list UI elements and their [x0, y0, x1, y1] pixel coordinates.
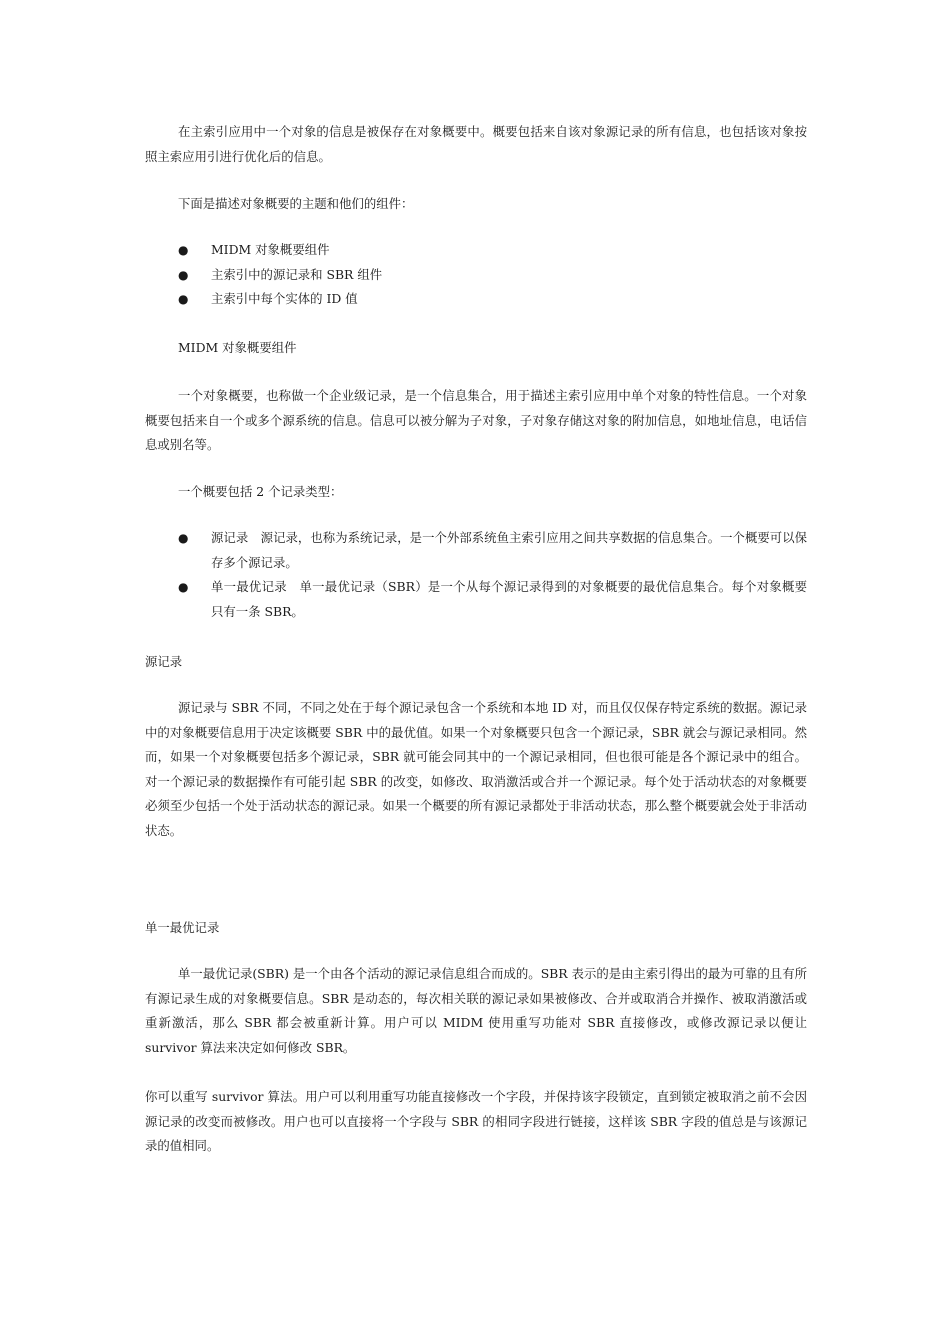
source-record-heading: 源记录 — [145, 654, 183, 669]
list-item — [178, 526, 807, 575]
sbr-paragraph: 单一最优记录(SBR) 是一个由各个活动的源记录信息组合而成的。SBR 表示的是由主索引得出的最为可靠的且有所有源记录生成的对象概要信息。SBR 是动态的，每次相关联的源记录如果被修改、合并或取消合并操作、被取消激活或重新激活，那么 SBR 都会被重新计算。用户可以 MIDM 使用重写功能对 SBR 直接修改，或修改源记录以便让 survivor 算法来决定如何修改 SBR。 — [145, 966, 807, 1055]
topics-lead: 下面是描述对象概要的主题和他们的组件： — [178, 196, 414, 211]
list-item — [178, 238, 807, 263]
bullet-icon: ● — [178, 267, 189, 282]
list-item — [178, 575, 807, 624]
list-item — [178, 287, 807, 312]
topic-list — [178, 238, 807, 312]
midm-body-paragraph: 一个对象概要，也称做一个企业级记录，是一个信息集合，用于描述主索引应用中单个对象的特性信息。一个对象概要包括来自一个或多个源系统的信息。信息可以被分解为子对象，子对象存储这对象的附加信息，如地址信息，电话信息或别名等。 — [145, 388, 807, 453]
list-item-text: 源记录 源记录，也称为系统记录，是一个外部系统鱼主索引应用之间共享数据的信息集合。一个概要可以保存多个源记录。 — [211, 530, 807, 570]
bullet-icon: ● — [178, 531, 189, 545]
record-type-list — [178, 526, 807, 624]
list-item-text: MIDM 对象概要组件 — [211, 242, 330, 257]
bullet-icon: ● — [178, 292, 189, 307]
record-types-lead: 一个概要包括 2 个记录类型： — [178, 484, 343, 499]
sbr-heading: 单一最优记录 — [145, 920, 220, 935]
list-item-text: 主索引中的源记录和 SBR 组件 — [211, 266, 383, 282]
bullet-icon: ● — [178, 243, 189, 257]
intro-paragraph: 在主索引应用中一个对象的信息是被保存在对象概要中。概要包括来自该对象源记录的所有信息，也包括该对象按照主索应用引进行优化后的信息。 — [145, 124, 807, 164]
source-record-paragraph: 源记录与 SBR 不同，不同之处在于每个源记录包含一个系统和本地 ID 对，而且仅仅保存特定系统的数据。源记录中的对象概要信息用于决定该概要 SBR 中的最优值。如果一个对象概要只包含一个源记录，SBR 就会与源记录相同。然而，如果一个对象概要包括多个源记录，SBR 就可能会同其中的一个源记录相同，但也很可能是各个源记录中的组合。对一个源记录的数据操作有可能引起 SBR 的改变，如修改、取消激活或合并一个源记录。每个处于活动状态的对象概要必须至少包括一个处于活动状态的源记录。如果一个概要的所有源记录都处于非活动状态，那么整个概要就会处于非活动状态。 — [145, 700, 807, 838]
override-paragraph: 你可以重写 survivor 算法。用户可以利用重写功能直接修改一个字段，并保持该字段锁定，直到锁定被取消之前不会因源记录的改变而被修改。用户也可以直接将一个字段与 SBR 的相同字段进行链接，这样该 SBR 字段的值总是与该源记录的值相同。 — [145, 1089, 807, 1154]
bullet-icon: ● — [178, 580, 189, 595]
list-item-text: 主索引中每个实体的 ID 值 — [211, 291, 358, 307]
list-item-text: 单一最优记录 单一最优记录（SBR）是一个从每个源记录得到的对象概要的最优信息集合。每个对象概要只有一条 SBR。 — [211, 579, 807, 619]
list-item — [178, 263, 807, 288]
midm-heading: MIDM 对象概要组件 — [178, 340, 297, 355]
